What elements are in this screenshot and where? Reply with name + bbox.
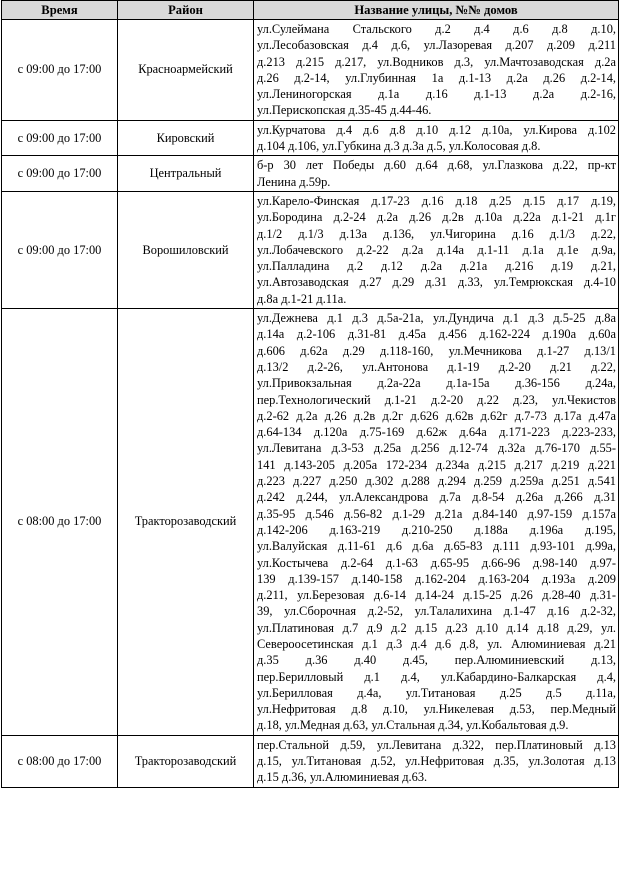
street-line: ул.Автозаводская д.27 д.29 д.31 д.33, ул.Темрюкская д.4-10 — [257, 275, 616, 290]
street-line: ул.Бородина д.2-24 д.2а д.26 д.2в д.10а д.22а д.1-21 д.1г — [257, 210, 616, 225]
street-line: 39, ул.Сборочная д.2-52, ул.Талалихина д.1-47 д.16 д.2-32, — [257, 604, 616, 619]
table-row — [2, 20, 619, 121]
street-line: ул.Дежнева д.1 д.3 д.5а-21а, ул.Дундича д.1 д.3 д.5-25 д.8а — [257, 311, 616, 326]
district-cell: Тракторозаводский — [118, 735, 254, 787]
street-line: ул.Лесобазовская д.4 д.6, ул.Лазоревая д.207 д.209 д.211 — [257, 38, 616, 53]
table-row — [2, 735, 619, 787]
street-line: ул.Платиновая д.7 д.9 д.2 д.15 д.23 д.10 д.14 д.18 д.29, ул. — [257, 620, 616, 635]
table-row — [2, 156, 619, 192]
street-line: Североосетинская д.1 д.3 д.4 д.6 д.8, ул. Алюминиевая д.21 — [257, 636, 616, 651]
street-line: д.18, ул.Медная д.63, ул.Стальная д.34, ул.Кобальтовая д.9. — [257, 718, 569, 733]
street-line: ул.Валуйская д.11-61 д.6 д.6а д.65-83 д.111 д.93-101 д.99а, — [257, 539, 616, 554]
street-line: д.606 д.62а д.29 д.118-160, ул.Мечникова д.1-27 д.13/1 — [257, 343, 616, 358]
street-line: д.35 д.36 д.40 д.45, пер.Алюминиевский д.13, — [257, 653, 616, 668]
streets-cell — [254, 191, 619, 308]
street-line: ул.Костычева д.2-64 д.1-63 д.65-95 д.66-96 д.98-140 д.97- — [257, 555, 616, 570]
street-line: ул.Привокзальная д.2а-22а д.1а-15а д.36-156 д.24а, — [257, 376, 616, 391]
time-cell: с 09:00 до 17:00 — [2, 156, 118, 192]
header-district: Район — [118, 1, 254, 20]
street-line: д.15 д.36, ул.Алюминиевая д.63. — [257, 770, 428, 785]
time-cell: с 08:00 до 17:00 — [2, 735, 118, 787]
streets-cell — [254, 735, 619, 787]
header-row — [2, 1, 619, 20]
district-cell: Ворошиловский — [118, 191, 254, 308]
table-row — [2, 120, 619, 156]
street-line: б-р 30 лет Победы д.60 д.64 д.68, ул.Глазкова д.22, пр-кт — [257, 158, 616, 173]
district-cell: Центральный — [118, 156, 254, 192]
streets-cell — [254, 309, 619, 736]
district-cell: Тракторозаводский — [118, 309, 254, 736]
streets-cell — [254, 156, 619, 192]
table-row — [2, 191, 619, 308]
street-line: пер.Стальной д.59, ул.Левитана д.322, пер.Платиновый д.13 — [257, 737, 616, 752]
street-line: ул.Карело-Финская д.17-23 д.16 д.18 д.25 д.15 д.17 д.19, — [257, 193, 616, 208]
street-line: д.1/2 д.1/3 д.13а д.136, ул.Чигорина д.16 д.1/3 д.22, — [257, 226, 616, 241]
street-line: ул.Левитана д.3-53 д.25а д.256 д.12-74 д.32а д.76-170 д.55- — [257, 441, 616, 456]
street-line: д.104 д.106, ул.Губкина д.3 д.3а д.5, ул.Колосовая д.8. — [257, 139, 541, 154]
streets-cell — [254, 120, 619, 156]
street-line: д.213 д.215 д.217, ул.Водников д.3, ул.Мачтозаводская д.2а — [257, 54, 616, 69]
time-cell: с 09:00 до 17:00 — [2, 191, 118, 308]
street-line: д.14а д.2-106 д.31-81 д.45а д.456 д.162-224 д.190а д.60а — [257, 327, 616, 342]
street-line: д.15, ул.Титановая д.52, ул.Нефритовая д.35, ул.Золотая д.13 — [257, 754, 616, 769]
street-line: ул.Лениногорская д.1а д.16 д.1-13 д.2а д.2-16, — [257, 87, 616, 102]
street-line: д.211, ул.Березовая д.6-14 д.14-24 д.15-25 д.26 д.28-40 д.31- — [257, 588, 616, 603]
district-cell: Красноармейский — [118, 20, 254, 121]
streets-cell — [254, 20, 619, 121]
street-line: д.13/2 д.2-26, ул.Антонова д.1-19 д.2-20 д.21 д.22, — [257, 359, 616, 374]
street-line: ул.Палладина д.2 д.12 д.2а д.21а д.216 д.19 д.21, — [257, 259, 616, 274]
street-line: ул.Перископская д.35-45 д.44-46. — [257, 103, 432, 118]
street-line: д.2-62 д.2а д.26 д.2в д.2г д.626 д.62в д.62г д.7-73 д.17а д.47а — [257, 408, 616, 423]
street-line: ул.Сулеймана Стальского д.2 д.4 д.6 д.8 д.10, — [257, 22, 616, 36]
street-line: ул.Нефритовая д.8 д.10, ул.Никелевая д.53, пер.Медный — [257, 702, 616, 717]
outage-schedule-table — [1, 0, 619, 788]
street-line: д.8а д.1-21 д.11а. — [257, 291, 347, 306]
street-line: ул.Курчатова д.4 д.6 д.8 д.10 д.12 д.10а, ул.Кирова д.102 — [257, 122, 616, 137]
time-cell: с 09:00 до 17:00 — [2, 120, 118, 156]
street-line: д.223 д.227 д.250 д.302 д.288 д.294 д.259 д.259а д.251 д.541 — [257, 474, 616, 489]
street-line: д.26 д.2-14, ул.Глубинная 1а д.1-13 д.2а д.26 д.2-14, — [257, 70, 616, 85]
street-line: д.242 д.244, ул.Александрова д.7а д.8-54 д.26а д.266 д.31 — [257, 490, 616, 505]
street-line: Ленина д.59р. — [257, 174, 331, 189]
street-line: д.142-206 д.163-219 д.210-250 д.188а д.196а д.195, — [257, 522, 616, 537]
time-cell: с 09:00 до 17:00 — [2, 20, 118, 121]
street-line: ул.Лобачевского д.2-22 д.2а д.14а д.1-11 д.1а д.1е д.9а, — [257, 242, 616, 257]
time-cell: с 08:00 до 17:00 — [2, 309, 118, 736]
street-line: 141 д.143-205 д.205а 172-234 д.234а д.215 д.217 д.219 д.221 — [257, 457, 616, 472]
street-line: пер.Берилловый д.1 д.4, ул.Кабардино-Балкарская д.4, — [257, 669, 616, 684]
header-streets: Название улицы, №№ домов — [254, 1, 619, 20]
street-line: пер.Технологический д.1-21 д.2-20 д.22 д.23, ул.Чекистов — [257, 392, 616, 407]
street-line: д.35-95 д.546 д.56-82 д.1-29 д.21а д.84-140 д.97-159 д.157а — [257, 506, 616, 521]
district-cell: Кировский — [118, 120, 254, 156]
table-row — [2, 309, 619, 736]
street-line: ул.Берилловая д.4а, ул.Титановая д.25 д.5 д.11а, — [257, 685, 616, 700]
street-line: 139 д.139-157 д.140-158 д.162-204 д.163-204 д.193а д.209 — [257, 571, 616, 586]
street-line: д.64-134 д.120а д.75-169 д.62ж д.64а д.171-223 д.223-233, — [257, 425, 616, 440]
header-time: Время — [2, 1, 118, 20]
